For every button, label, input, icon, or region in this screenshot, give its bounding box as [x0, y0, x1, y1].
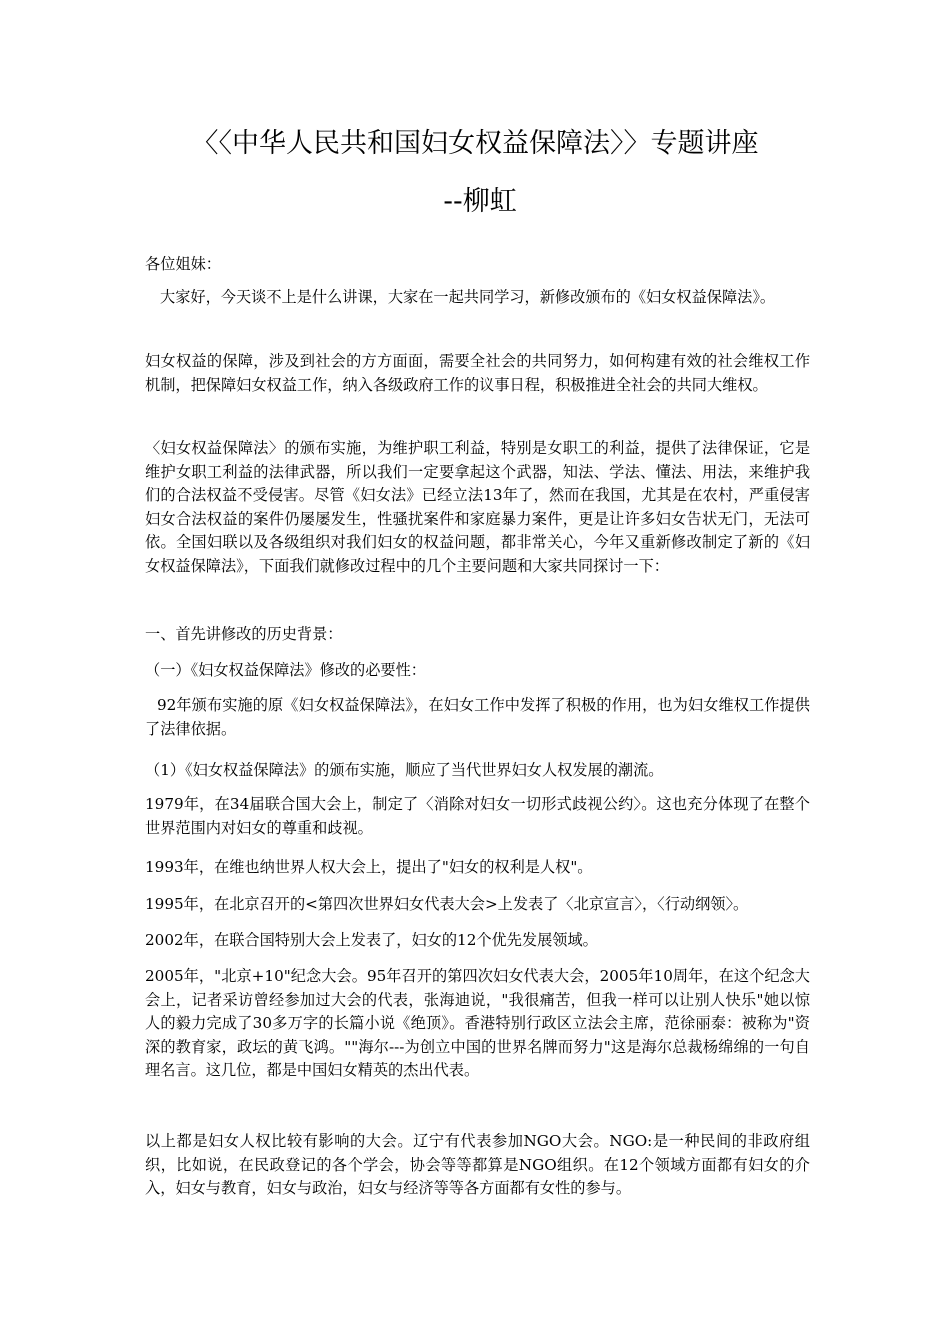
timeline-entry: 2005年，"北京+10"纪念大会。95年召开的第四次妇女代表大会，2005年10周年，在这个纪念大会上，记者采访曾经参加过大会的代表，张海迪说，"我很痛苦，但我一样可以让别人快乐"她以惊人的毅力完成了30多万字的长篇小说《绝顶》。香港特别行政区立法会主席，范徐丽泰：被称为"资深的教育家，政坛的黄飞鸿。""海尔---为创立中国的世界名牌而努力"这是海尔总裁杨绵绵的一句自理名言。这几位，都是中国妇女精英的杰出代表。 — [145, 967, 810, 1079]
subsection-heading: （一）《妇女权益保障法》修改的必要性： — [145, 661, 426, 679]
body-paragraph: 〈妇女权益保障法〉的颁布实施，为维护职工利益，特别是女职工的利益，提供了法律保证，它是维护女职工利益的法律武器，所以我们一定要拿起这个武器，知法、学法、懂法、用法，来维护我们的合法权益不受侵害。尽管《妇女法》已经立法13年了，然而在我国，尤其是在农村，严重侵害妇女合法权益的案件仍屡屡发生，性骚扰案件和家庭暴力案件，更是让许多妇女告状无门，无法可依。全国妇联以及各级组织对我们妇女的权益问题，都非常关心，今年又重新修改制定了新的《妇女权益保障法》，下面我们就修改过程中的几个主要问题和大家共同探讨一下： — [145, 439, 810, 575]
body-paragraph: 妇女权益的保障，涉及到社会的方方面面，需要全社会的共同努力，如何构建有效的社会维权工作机制，把保障妇女权益工作，纳入各级政府工作的议事日程，积极推进全社会的共同大维权。 — [145, 352, 810, 394]
body-paragraph: （1）《妇女权益保障法》的颁布实施，顺应了当代世界妇女人权发展的潮流。 — [145, 761, 664, 779]
timeline-entry: 1979年，在34届联合国大会上，制定了〈消除对妇女一切形式歧视公约〉。这也充分体现了在整个世界范围内对妇女的尊重和歧视。 — [145, 795, 810, 837]
timeline-entry: 1995年，在北京召开的<第四次世界妇女代表大会>上发表了〈北京宣言〉，〈行动纲领〉。 — [145, 895, 749, 913]
body-paragraph: 以上都是妇女人权比较有影响的大会。辽宁有代表参加NGO大会。NGO:是一种民间的非政府组织，比如说，在民政登记的各个学会，协会等等都算是NGO组织。在12个领域方面都有妇女的介入，妇女与教育，妇女与政治，妇女与经济等等各方面都有女性的参与。 — [145, 1132, 810, 1197]
section-heading: 一、首先讲修改的历史背景： — [145, 625, 343, 643]
greeting-paragraph: 各位姐妹： — [145, 255, 221, 273]
document-author: --柳虹 — [443, 186, 517, 217]
timeline-entry: 1993年，在维也纳世界人权大会上，提出了"妇女的权利是人权"。 — [145, 858, 593, 876]
document-title: 〈〈中华人民共和国妇女权益保障法〉〉专题讲座 — [191, 128, 759, 159]
timeline-entry: 2002年，在联合国特别大会上发表了，妇女的12个优先发展领域。 — [145, 931, 598, 949]
body-paragraph: 92年颁布实施的原《妇女权益保障法》，在妇女工作中发挥了积极的作用，也为妇女维权工作提供了法律依据。 — [145, 696, 810, 738]
intro-paragraph: 大家好，今天谈不上是什么讲课，大家在一起共同学习，新修改颁布的《妇女权益保障法》。 — [160, 288, 776, 306]
